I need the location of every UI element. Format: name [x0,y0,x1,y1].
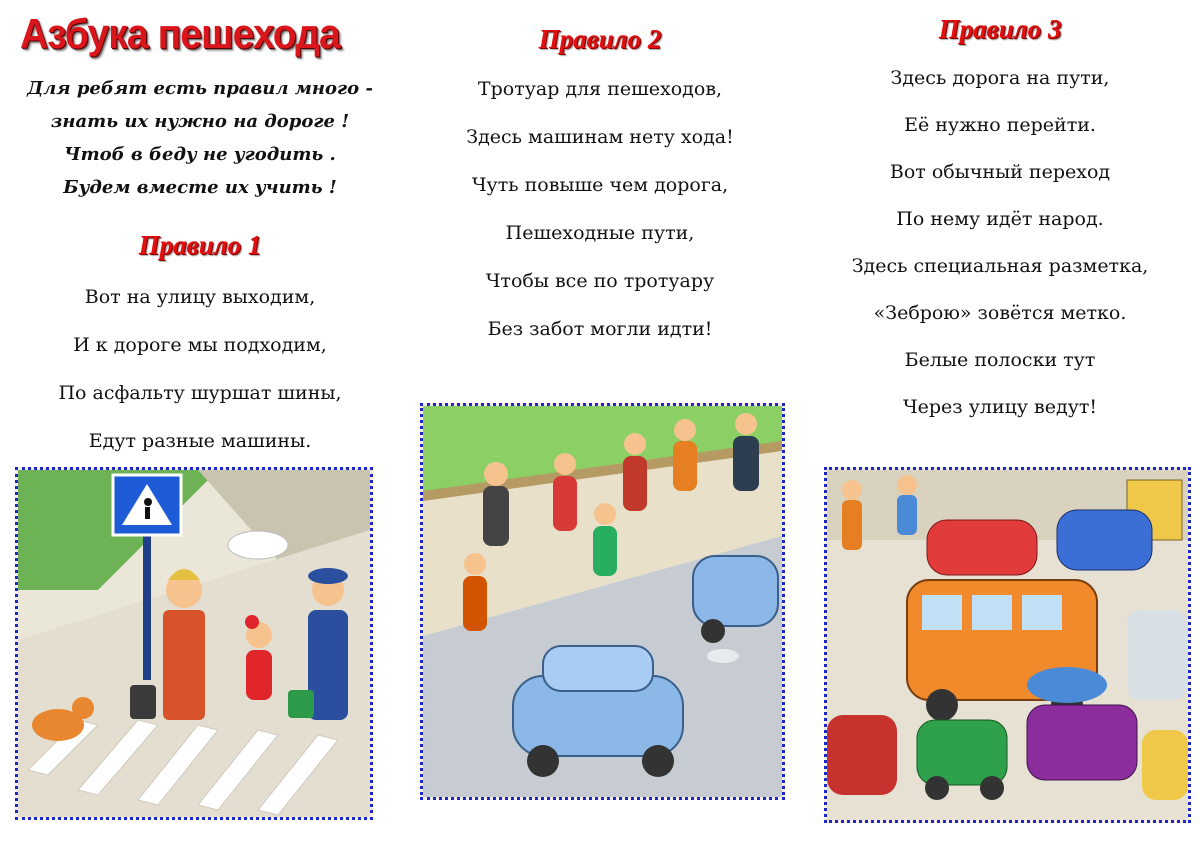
column-rule-2 [400,0,800,848]
rule-3-title: Правило 3 [938,14,1062,44]
verse-line: Едут разные машины. [88,430,312,452]
verse-line: Чтобы все по тротуару [485,270,715,292]
intro-line: Чтоб в беду не угодить . [64,144,336,165]
rule-2-title: Правило 2 [538,24,662,54]
verse-line: Чуть повыше чем дорога, [471,174,729,196]
traffic-scene-image [827,470,1188,820]
verse-line: Вот на улицу выходим, [84,286,316,308]
verse-line: Белые полоски тут [904,349,1096,371]
verse-line: И к дороге мы подходим, [73,334,327,356]
sidewalk-illustration [420,403,785,800]
verse-line: По асфальту шуршат шины, [58,382,342,404]
crosswalk-scene-image [18,470,370,817]
intro-line: знать их нужно на дороге ! [50,111,350,132]
intro-line: Для ребят есть правил много - [27,78,373,99]
verse-line: «Зеброю» зовётся метко. [873,302,1127,324]
verse-line: Тротуар для пешеходов, [477,78,723,100]
verse-line: Здесь машинам нету хода! [466,126,734,148]
column-rule-1 [0,0,400,848]
verse-line: Через улицу ведут! [902,396,1098,418]
traffic-illustration [824,467,1191,823]
rule-2-verse [400,78,800,366]
intro-line: Будем вместе их учить ! [63,177,337,198]
column-rule-3 [800,0,1200,848]
crosswalk-illustration [15,467,373,820]
verse-line: Здесь специальная разметка, [851,255,1149,277]
verse-line: По нему идёт народ. [896,208,1104,230]
verse-line: Вот обычный переход [889,161,1111,183]
verse-line: Пешеходные пути, [505,222,695,244]
verse-line: Здесь дорога на пути, [890,67,1110,89]
sidewalk-scene-image [423,406,782,797]
intro-verse [0,72,400,204]
verse-line: Её нужно перейти. [904,114,1096,136]
rule-1-title: Правило 1 [138,230,262,260]
page-title: Азбука пешехода [20,10,340,57]
verse-line: Без забот могли идти! [487,318,713,340]
rule-3-verse [800,67,1200,443]
rule-1-verse [0,286,400,478]
